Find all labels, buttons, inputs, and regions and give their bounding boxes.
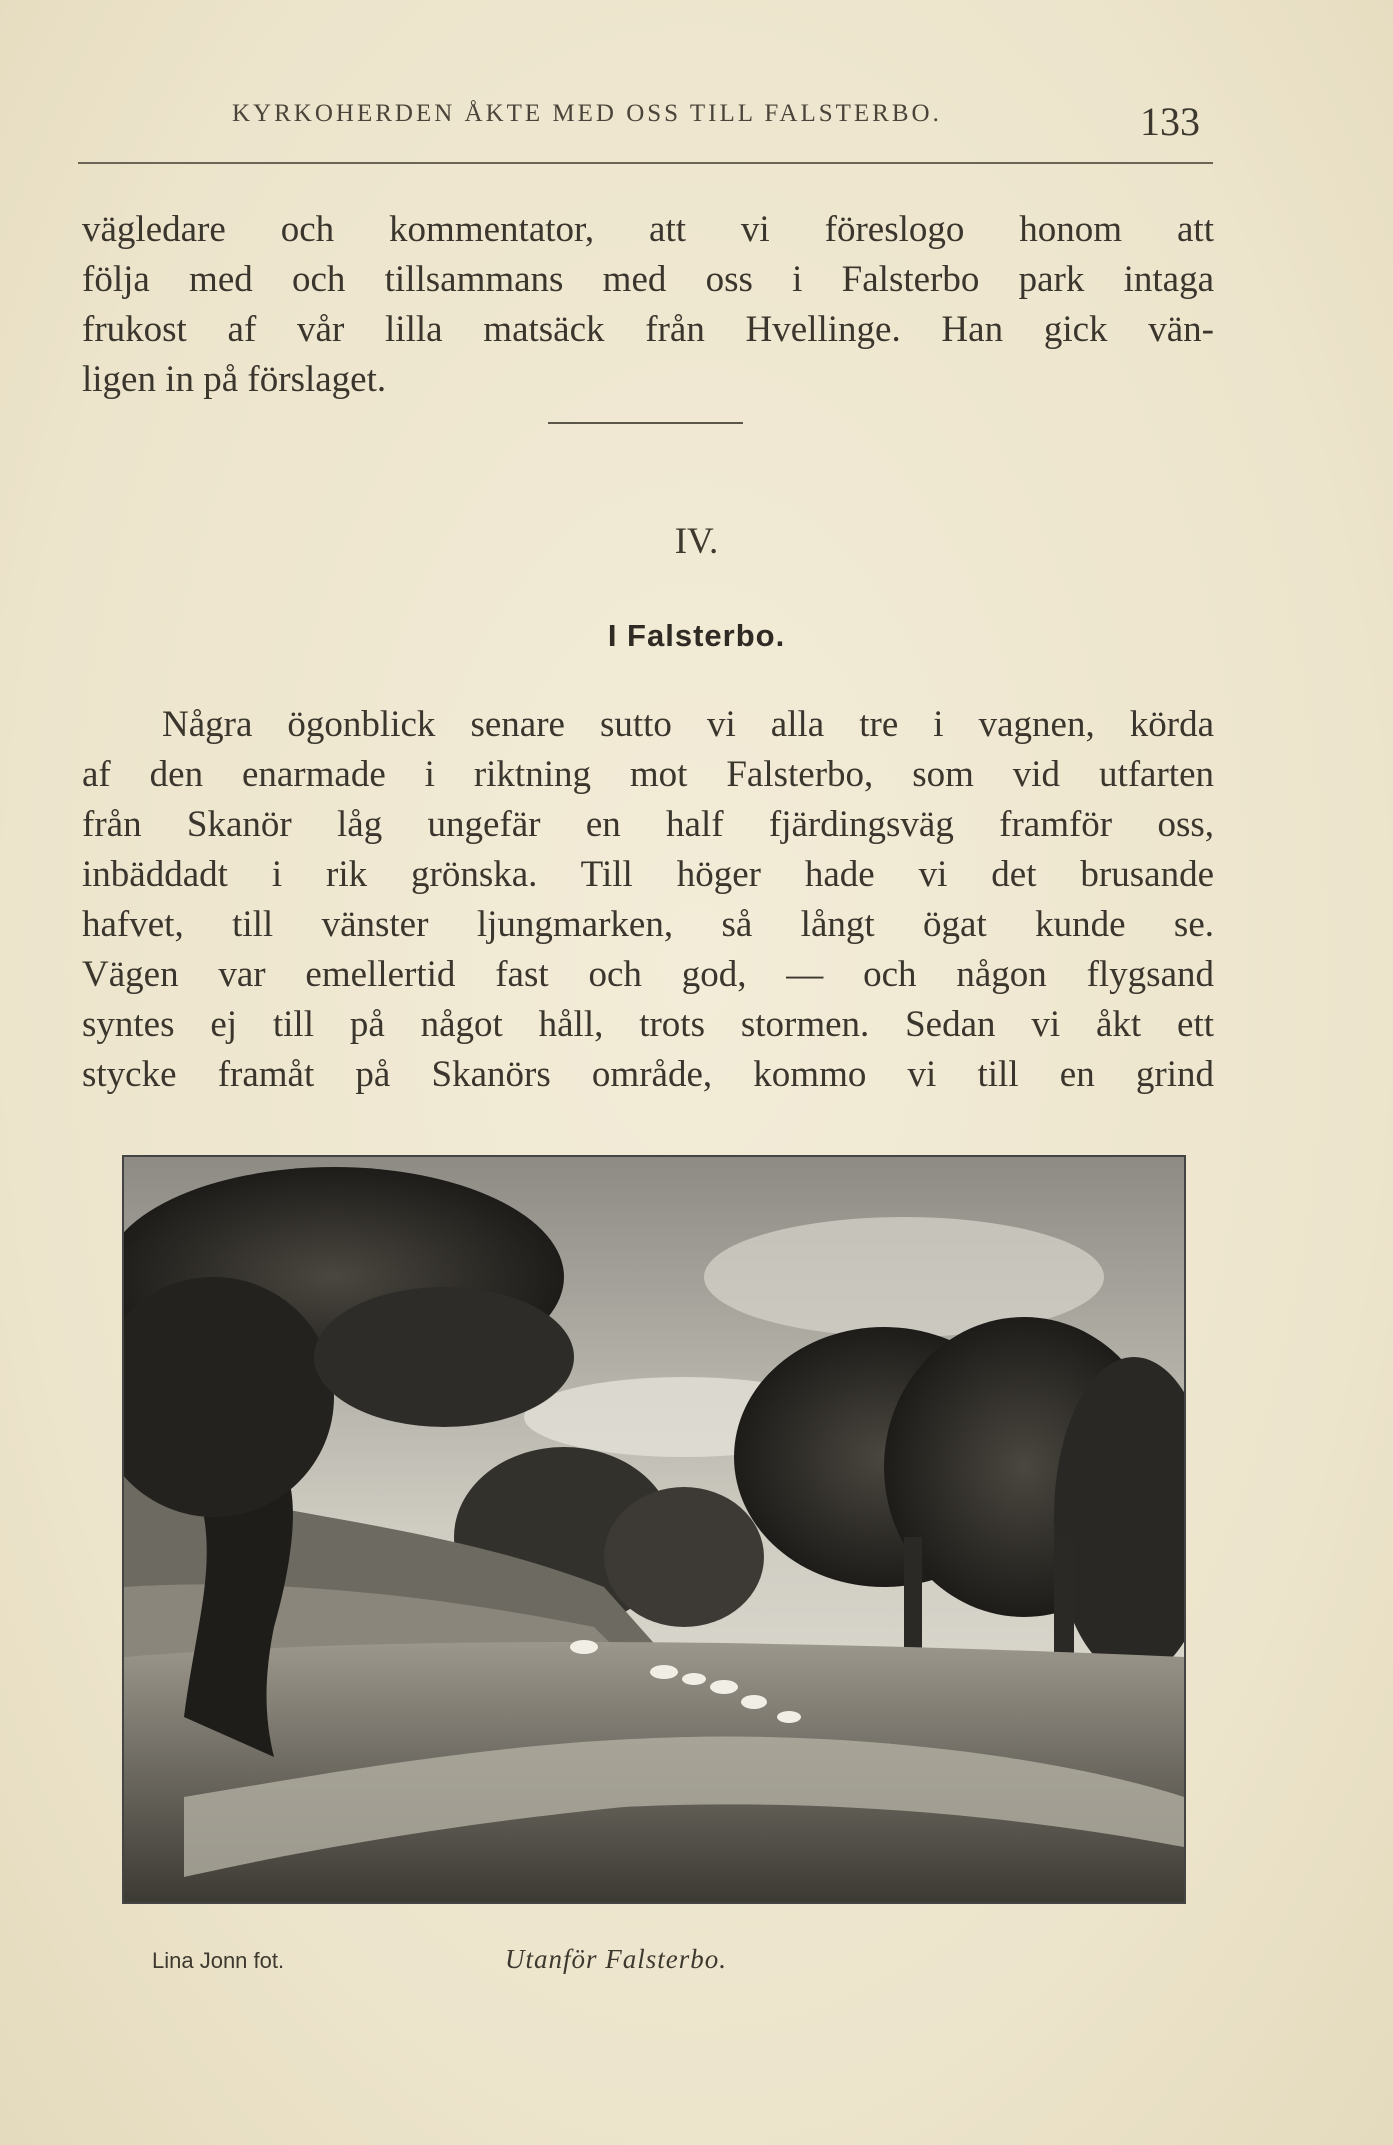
page-number: 133: [1140, 99, 1200, 144]
text-line: ligen in på förslaget.: [82, 359, 387, 400]
section-divider: [548, 422, 743, 424]
text-line: inbäddadt i rik grönska. Till höger hade vi det brusande: [82, 854, 1214, 895]
text-line: följa med och tillsammans med oss i Falsterbo park intaga: [82, 259, 1214, 300]
section-title: I Falsterbo.: [607, 618, 786, 653]
photo-caption: Utanför Falsterbo.: [505, 1944, 728, 1974]
section-numeral: IV.: [674, 521, 719, 562]
text-line: af den enarmade i riktning mot Falsterbo, som vid utfarten: [82, 754, 1214, 795]
text-line: vägledare och kommentator, att vi föreslogo honom att: [82, 209, 1214, 250]
text-line: Några ögonblick senare sutto vi alla tre i vagnen, körda: [162, 704, 1214, 745]
paragraph-1: [82, 205, 1214, 405]
header-rule: [78, 162, 1213, 164]
text-line: hafvet, till vänster ljungmarken, så långt ögat kunde se.: [82, 904, 1214, 945]
photo-credit: Lina Jonn fot.: [152, 1948, 285, 1973]
text-line: frukost af vår lilla matsäck från Hvellinge. Han gick vän-: [82, 309, 1214, 350]
text-line: stycke framåt på Skanörs område, kommo vi till en grind: [82, 1054, 1214, 1095]
text-line: från Skanör låg ungefär en half fjärdingsväg framför oss,: [82, 804, 1214, 845]
text-line: syntes ej till på något håll, trots stormen. Sedan vi åkt ett: [82, 1004, 1214, 1045]
paragraph-2: [82, 700, 1214, 1100]
landscape-photograph: [122, 1155, 1186, 1904]
text-line: Vägen var emellertid fast och god, — och någon flygsand: [82, 954, 1214, 995]
running-head: KYRKOHERDEN ÅKTE MED OSS TILL FALSTERBO.: [232, 100, 942, 127]
photo-illustration: [124, 1157, 1184, 1902]
